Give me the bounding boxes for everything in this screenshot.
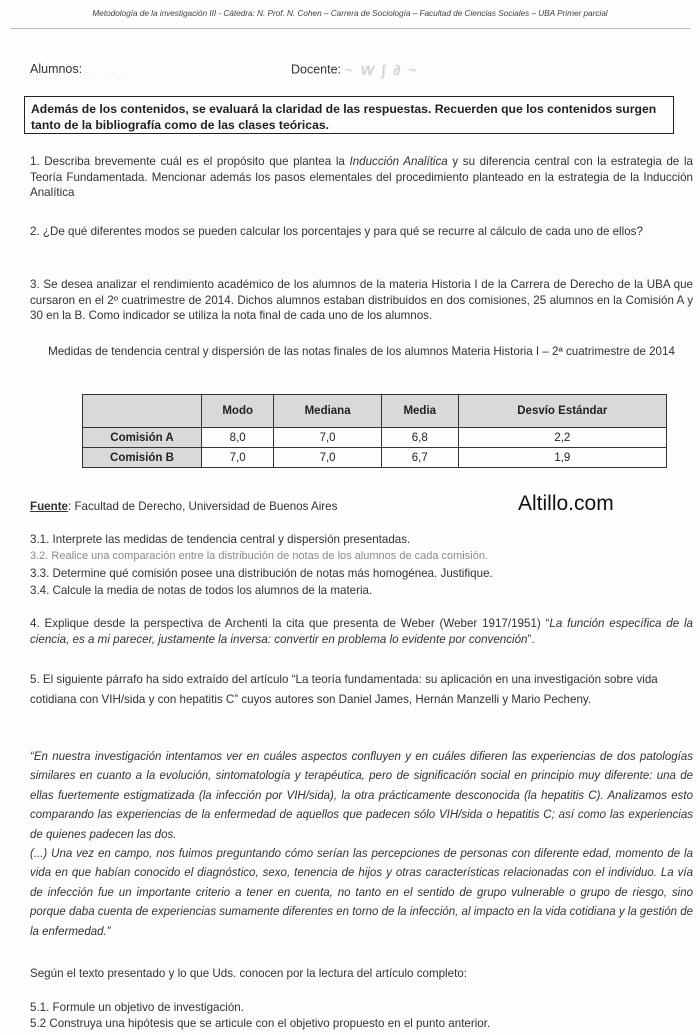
quoted-passage (30, 748, 693, 942)
question-1-text-a: 1. Describa brevemente cuál es el propósito que plantea la (30, 155, 350, 168)
subquestion-3-3: 3.3. Determine qué comisión posee una distribución de notas más homogénea. Justifique. (30, 567, 493, 580)
question-4-text-a: 4. Explique desde la perspectiva de Archenti la cita que presenta de Weber (Weber 1917/1951) “ (30, 617, 550, 630)
students-handwriting: . . . . . (85, 64, 127, 75)
teacher-handwriting: ~ W ∫ ∂ ~ (344, 62, 419, 78)
source-label: Fuente (30, 500, 69, 513)
quote-paragraph: “En nuestra investigación intentamos ver en cuáles aspectos confluyen y en cuáles difieren las experiencias de dos patologías similares en cuanto a la evolución, sintomatología y terapéutica, pero de significación social en principio muy diferente: una de ellas fuertemente estigmatizada (la infección por VIH/sida), la otra prácticamente desconocida (la hepatitis C). Analizamos esto comparando las experiencias de la enfermedad de aquellos que padecen sólo VIH/sida o hepatitis C; así como las experiencias de quienes padecen las dos. (30, 751, 693, 841)
table-cell: 2,2 (458, 428, 666, 448)
question-1-emphasis: Inducción Analítica (349, 155, 448, 168)
question-4-quote: La función específica de la ciencia, es a mi parecer, justamente la inversa: convertir en problema lo evidente por convención (30, 617, 693, 646)
header-divider (10, 28, 690, 29)
question-5: 5. El siguiente párrafo ha sido extraído del artículo “La teoría fundamentada: su aplicación en una investigación sobre vida cotidiana con VIH/sida y con hepatitis C” cuyos autores son Daniel James, Hernán Manzelli y Mario Pecheny. (30, 673, 658, 706)
table-cell: 7,0 (274, 448, 381, 468)
students-label: Alumnos: (30, 62, 83, 76)
watermark: Altillo.com (518, 492, 614, 515)
teacher-field (291, 62, 418, 78)
table-cell: 1,9 (458, 448, 666, 468)
question-1 (30, 154, 693, 201)
table-cell: 7,0 (274, 428, 381, 448)
table-header-cell: Desvío Estándar (458, 395, 666, 428)
table-header-cell (83, 395, 202, 428)
subquestion-5-1: 5.1. Formule un objetivo de investigación. (30, 1001, 244, 1014)
table-row-header: Comisión B (83, 448, 202, 468)
statistics-table (82, 394, 667, 468)
quote-paragraph: (...) Una vez en campo, nos fuimos preguntando cómo serían las percepciones de personas con diferente edad, momento de la vida en que habían conocido el diagnóstico, sexo, tenencia de hijos y otras características relacionadas con el individuo. La vía de infección fue un importante criterio a tener en cuenta, no tanto en el sentido de grupo vulnerable o grupo de riesgo, sino porque daba cuenta de experiencias sumamente diferentes en torno de la infección, al impacto en la vida cotidiana y la gestión de la enfermedad.” (30, 848, 693, 938)
subquestion-3-4: 3.4. Calcule la media de notas de todos los alumnos de la materia. (30, 584, 373, 597)
students-field (30, 62, 126, 76)
table-row (83, 428, 667, 448)
question-2: 2. ¿De qué diferentes modos se pueden calcular los porcentajes y para qué se recurre al cálculo de cada uno de ellos? (30, 225, 643, 238)
source-text: : Facultad de Derecho, Universidad de Buenos Aires (68, 500, 338, 513)
table-row (83, 448, 667, 468)
table-cell: 8,0 (202, 428, 274, 448)
table-header-cell: Media (381, 395, 458, 428)
question-4 (30, 616, 693, 647)
table-cell: 7,0 (202, 448, 274, 468)
notice-box: Además de los contenidos, se evaluará la claridad de las respuestas. Recuerden que los contenidos surgen tanto de la bibliografía como de las clases teóricas. (24, 96, 674, 134)
question-1-text-b: y su diferencia central con la estrategia de la Teoría Fundamentada. Mencionar además los pasos elementales del procedimiento planteado en la estrategia de la Inducción Analítica (30, 155, 693, 199)
subquestion-3-2: 3.2. Realice una comparación entre la distribución de notas de los alumnos de cada comisión. (30, 550, 488, 562)
table-row-header: Comisión A (83, 428, 202, 448)
table-caption: Medidas de tendencia central y dispersión de las notas finales de los alumnos Materia Historia I – 2ª cuatrimestre de 2014 (48, 345, 675, 358)
subquestion-3-1: 3.1. Interprete las medidas de tendencia central y dispersión presentadas. (30, 533, 411, 546)
exam-header: Metodología de la investigación III - Cátedra: N. Prof. N. Cohen – Carrera de Sociología – Facultad de Ciencias Sociales – UBA Primer parcial (92, 8, 608, 18)
table-cell: 6,7 (381, 448, 458, 468)
table-header-cell: Modo (202, 395, 274, 428)
table-cell: 6,8 (381, 428, 458, 448)
table-header-cell: Mediana (274, 395, 381, 428)
table-source (30, 500, 337, 513)
question-4-text-b: ”. (527, 632, 535, 646)
question-3: 3. Se desea analizar el rendimiento académico de los alumnos de la materia Historia I de la Carrera de Derecho de la UBA que cursaron en el 2º cuatrimestre de 2014. Dichos alumnos estaban distribuidos en dos comisiones, 25 alumnos en la Comisión A y 30 en la B. Como indicador se utiliza la nota final de cada uno de los alumnos. (30, 278, 693, 322)
teacher-label: Docente: (291, 62, 342, 77)
question-5-intro: Según el texto presentado y lo que Uds. conocen por la lectura del artículo completo: (30, 967, 467, 980)
subquestion-5-2: 5.2 Construya una hipótesis que se articule con el objetivo propuesto en el punto anterior. (30, 1017, 491, 1030)
table-header-row (83, 395, 667, 428)
